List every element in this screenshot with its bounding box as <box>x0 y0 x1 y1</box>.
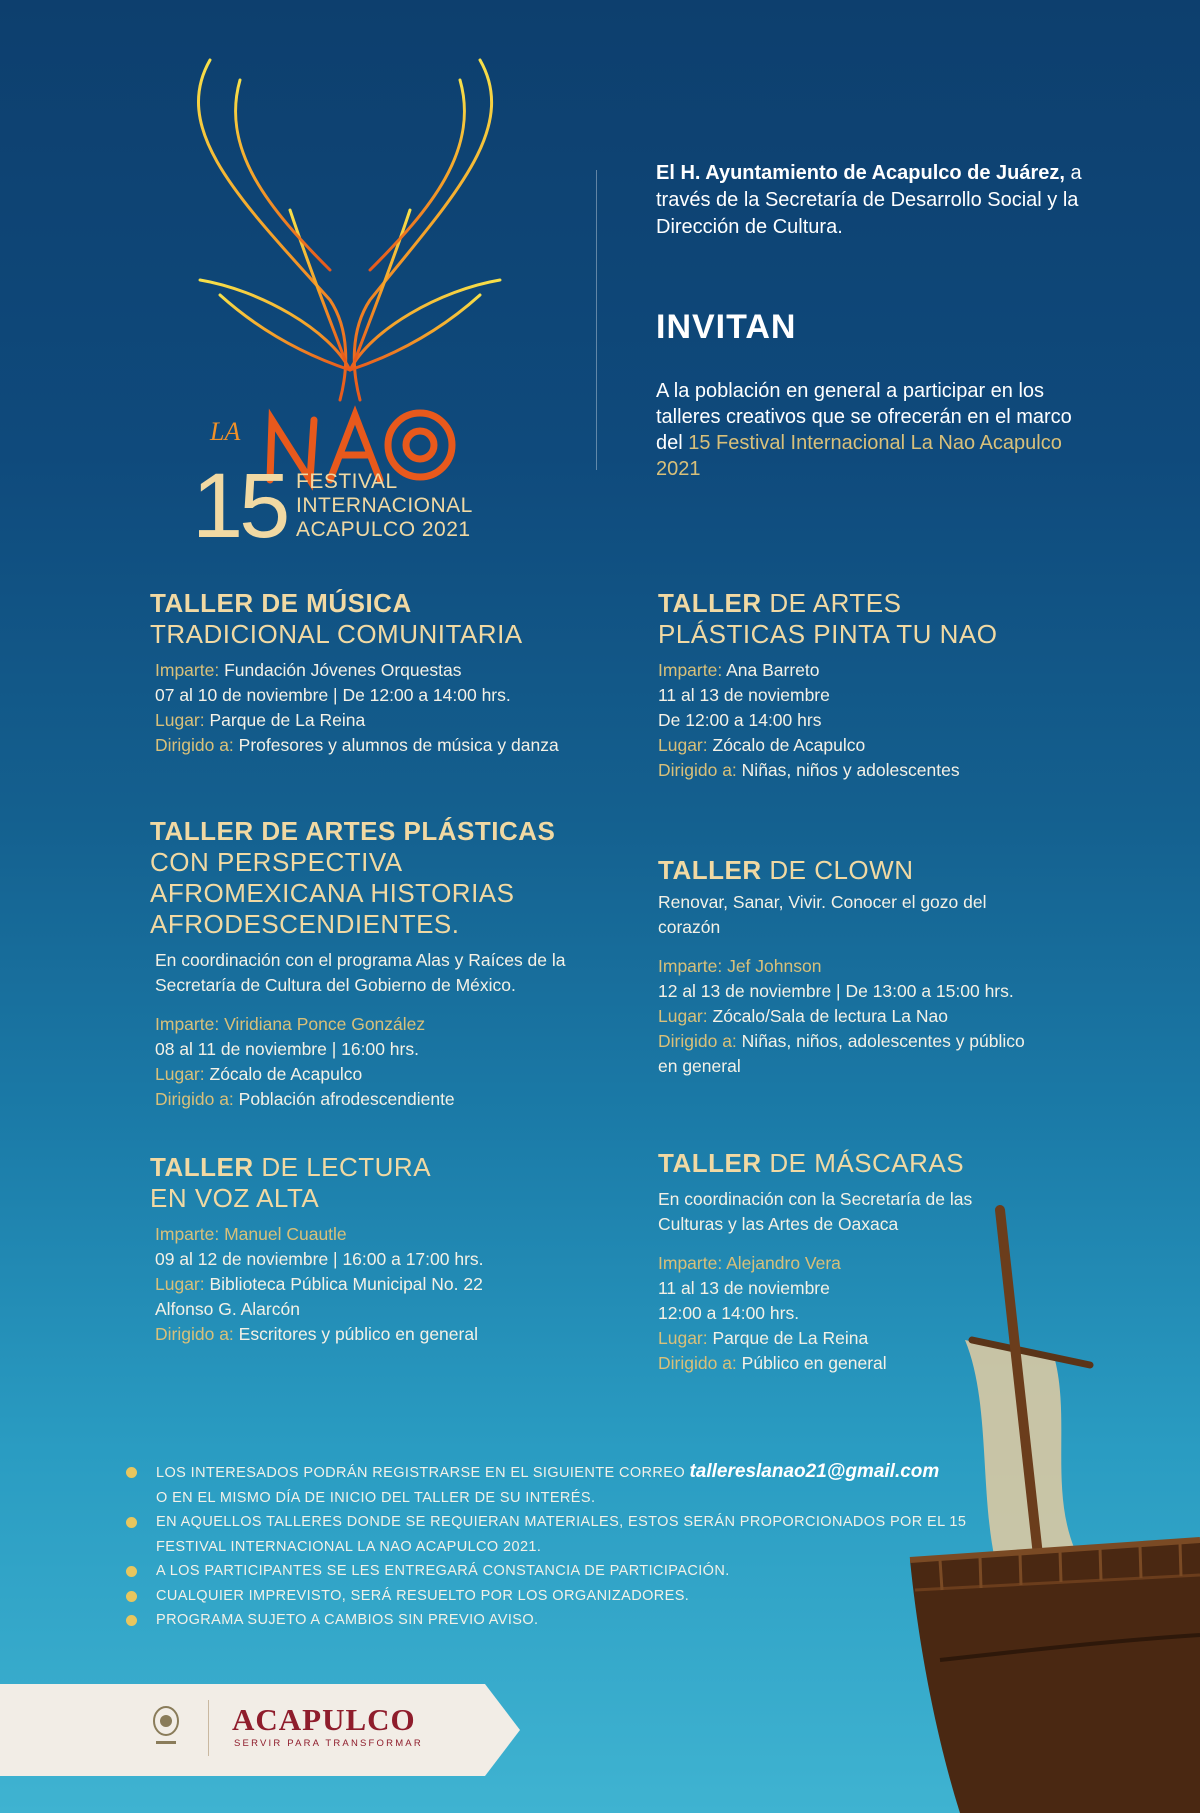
workshop-afromexicana: TALLER DE ARTES PLÁSTICAS CON PERSPECTIVA AFROMEXICANA HISTORIAS AFRODESCENDIENTES. En coordinación con el programa Alas y Raíces de la Secretaría de Cultura del Gobierno de México. Imparte: Viridiana Ponce González 08 al 11 de noviembre | 16:00 hrs. Lugar: Zócalo de Acapulco Dirigido a: Población afrodescendiente <box>150 816 566 1109</box>
municipal-seal-icon <box>150 1703 182 1749</box>
invite-paragraph: A la población en general a participar en los talleres creativos que se ofrecerán en el marco del 15 Festival Internacional La Nao Acapulco 2021 <box>656 380 1072 480</box>
note-item: A LOS PARTICIPANTES SE LES ENTREGARÁ CONSTANCIA DE PARTICIPACIÓN. <box>126 1559 1006 1584</box>
acapulco-brand: ACAPULCO <box>232 1702 416 1737</box>
acapulco-slogan: SERVIR PARA TRANSFORMAR <box>234 1738 423 1749</box>
note-item: PROGRAMA SUJETO A CAMBIOS SIN PREVIO AVISO. <box>126 1608 1006 1633</box>
note-item: CUALQUIER IMPREVISTO, SERÁ RESUELTO POR LOS ORGANIZADORES. <box>126 1584 1006 1609</box>
bullet-icon <box>126 1467 137 1478</box>
workshop-mascaras: TALLER DE MÁSCARAS En coordinación con la Secretaría de las Culturas y las Artes de Oaxaca Imparte: Alejandro Vera 11 al 13 de noviembre 12:00 a 14:00 hrs. Lugar: Parque de La Reina Dirigido a: Público en general <box>658 1148 973 1373</box>
vertical-divider <box>596 170 597 470</box>
logo-la-text: LA <box>210 417 241 446</box>
note-item: EN AQUELLOS TALLERES DONDE SE REQUIERAN MATERIALES, ESTOS SERÁN PROPORCIONADOS POR EL 15 FESTIVAL INTERNACIONAL LA NAO ACAPULCO 2021. <box>126 1510 1006 1559</box>
notes-list <box>126 1460 1006 1633</box>
intro-paragraph: El H. Ayuntamiento de Acapulco de Juárez, a través de la Secretaría de Desarrollo Social y la Dirección de Cultura. <box>656 162 1082 238</box>
workshop-clown: TALLER DE CLOWN Renovar, Sanar, Vivir. Conocer el gozo del corazón Imparte: Jef Johnson 12 al 13 de noviembre | De 13:00 a 15:00 hrs. Lugar: Zócalo/Sala de lectura La Nao Dirigido a: Niñas, niños, adolescentes y público en general <box>658 855 1025 1076</box>
invitan-heading: INVITAN <box>656 308 797 346</box>
footer-divider <box>208 1700 209 1756</box>
festival-number: 15 <box>192 455 287 557</box>
workshop-musica: TALLER DE MÚSICA TRADICIONAL COMUNITARIA Imparte: Fundación Jóvenes Orquestas 07 al 10 de noviembre | De 12:00 a 14:00 hrs. Lugar: Parque de La Reina Dirigido a: Profesores y alumnos de música y danza <box>150 588 559 755</box>
workshop-pinta-tu-nao: TALLER DE ARTES PLÁSTICAS PINTA TU NAO Imparte: Ana Barreto 11 al 13 de noviembre De 12:00 a 14:00 hrs Lugar: Zócalo de Acapulco Dirigido a: Niñas, niños y adolescentes <box>658 588 998 780</box>
registration-email: tallereslanao21@gmail.com <box>689 1461 940 1482</box>
workshop-lectura: TALLER DE LECTURA EN VOZ ALTA Imparte: Manuel Cuautle 09 al 12 de noviembre | 16:00 a 17:00 hrs. Lugar: Biblioteca Pública Municipal No. 22 Alfonso G. Alarcón Dirigido a: Escritores y público en general <box>150 1152 484 1344</box>
note-item: LOS INTERESADOS PODRÁN REGISTRARSE EN EL SIGUIENTE CORREO tallereslanao21@gmail.com O EN EL MISMO DÍA DE INICIO DEL TALLER DE SU INTERÉS. <box>126 1460 1006 1510</box>
festival-name: FESTIVAL INTERNACIONAL ACAPULCO 2021 <box>296 470 473 541</box>
bullet-icon <box>126 1591 137 1602</box>
bullet-icon <box>126 1566 137 1577</box>
bullet-icon <box>126 1615 137 1626</box>
bullet-icon <box>126 1517 137 1528</box>
